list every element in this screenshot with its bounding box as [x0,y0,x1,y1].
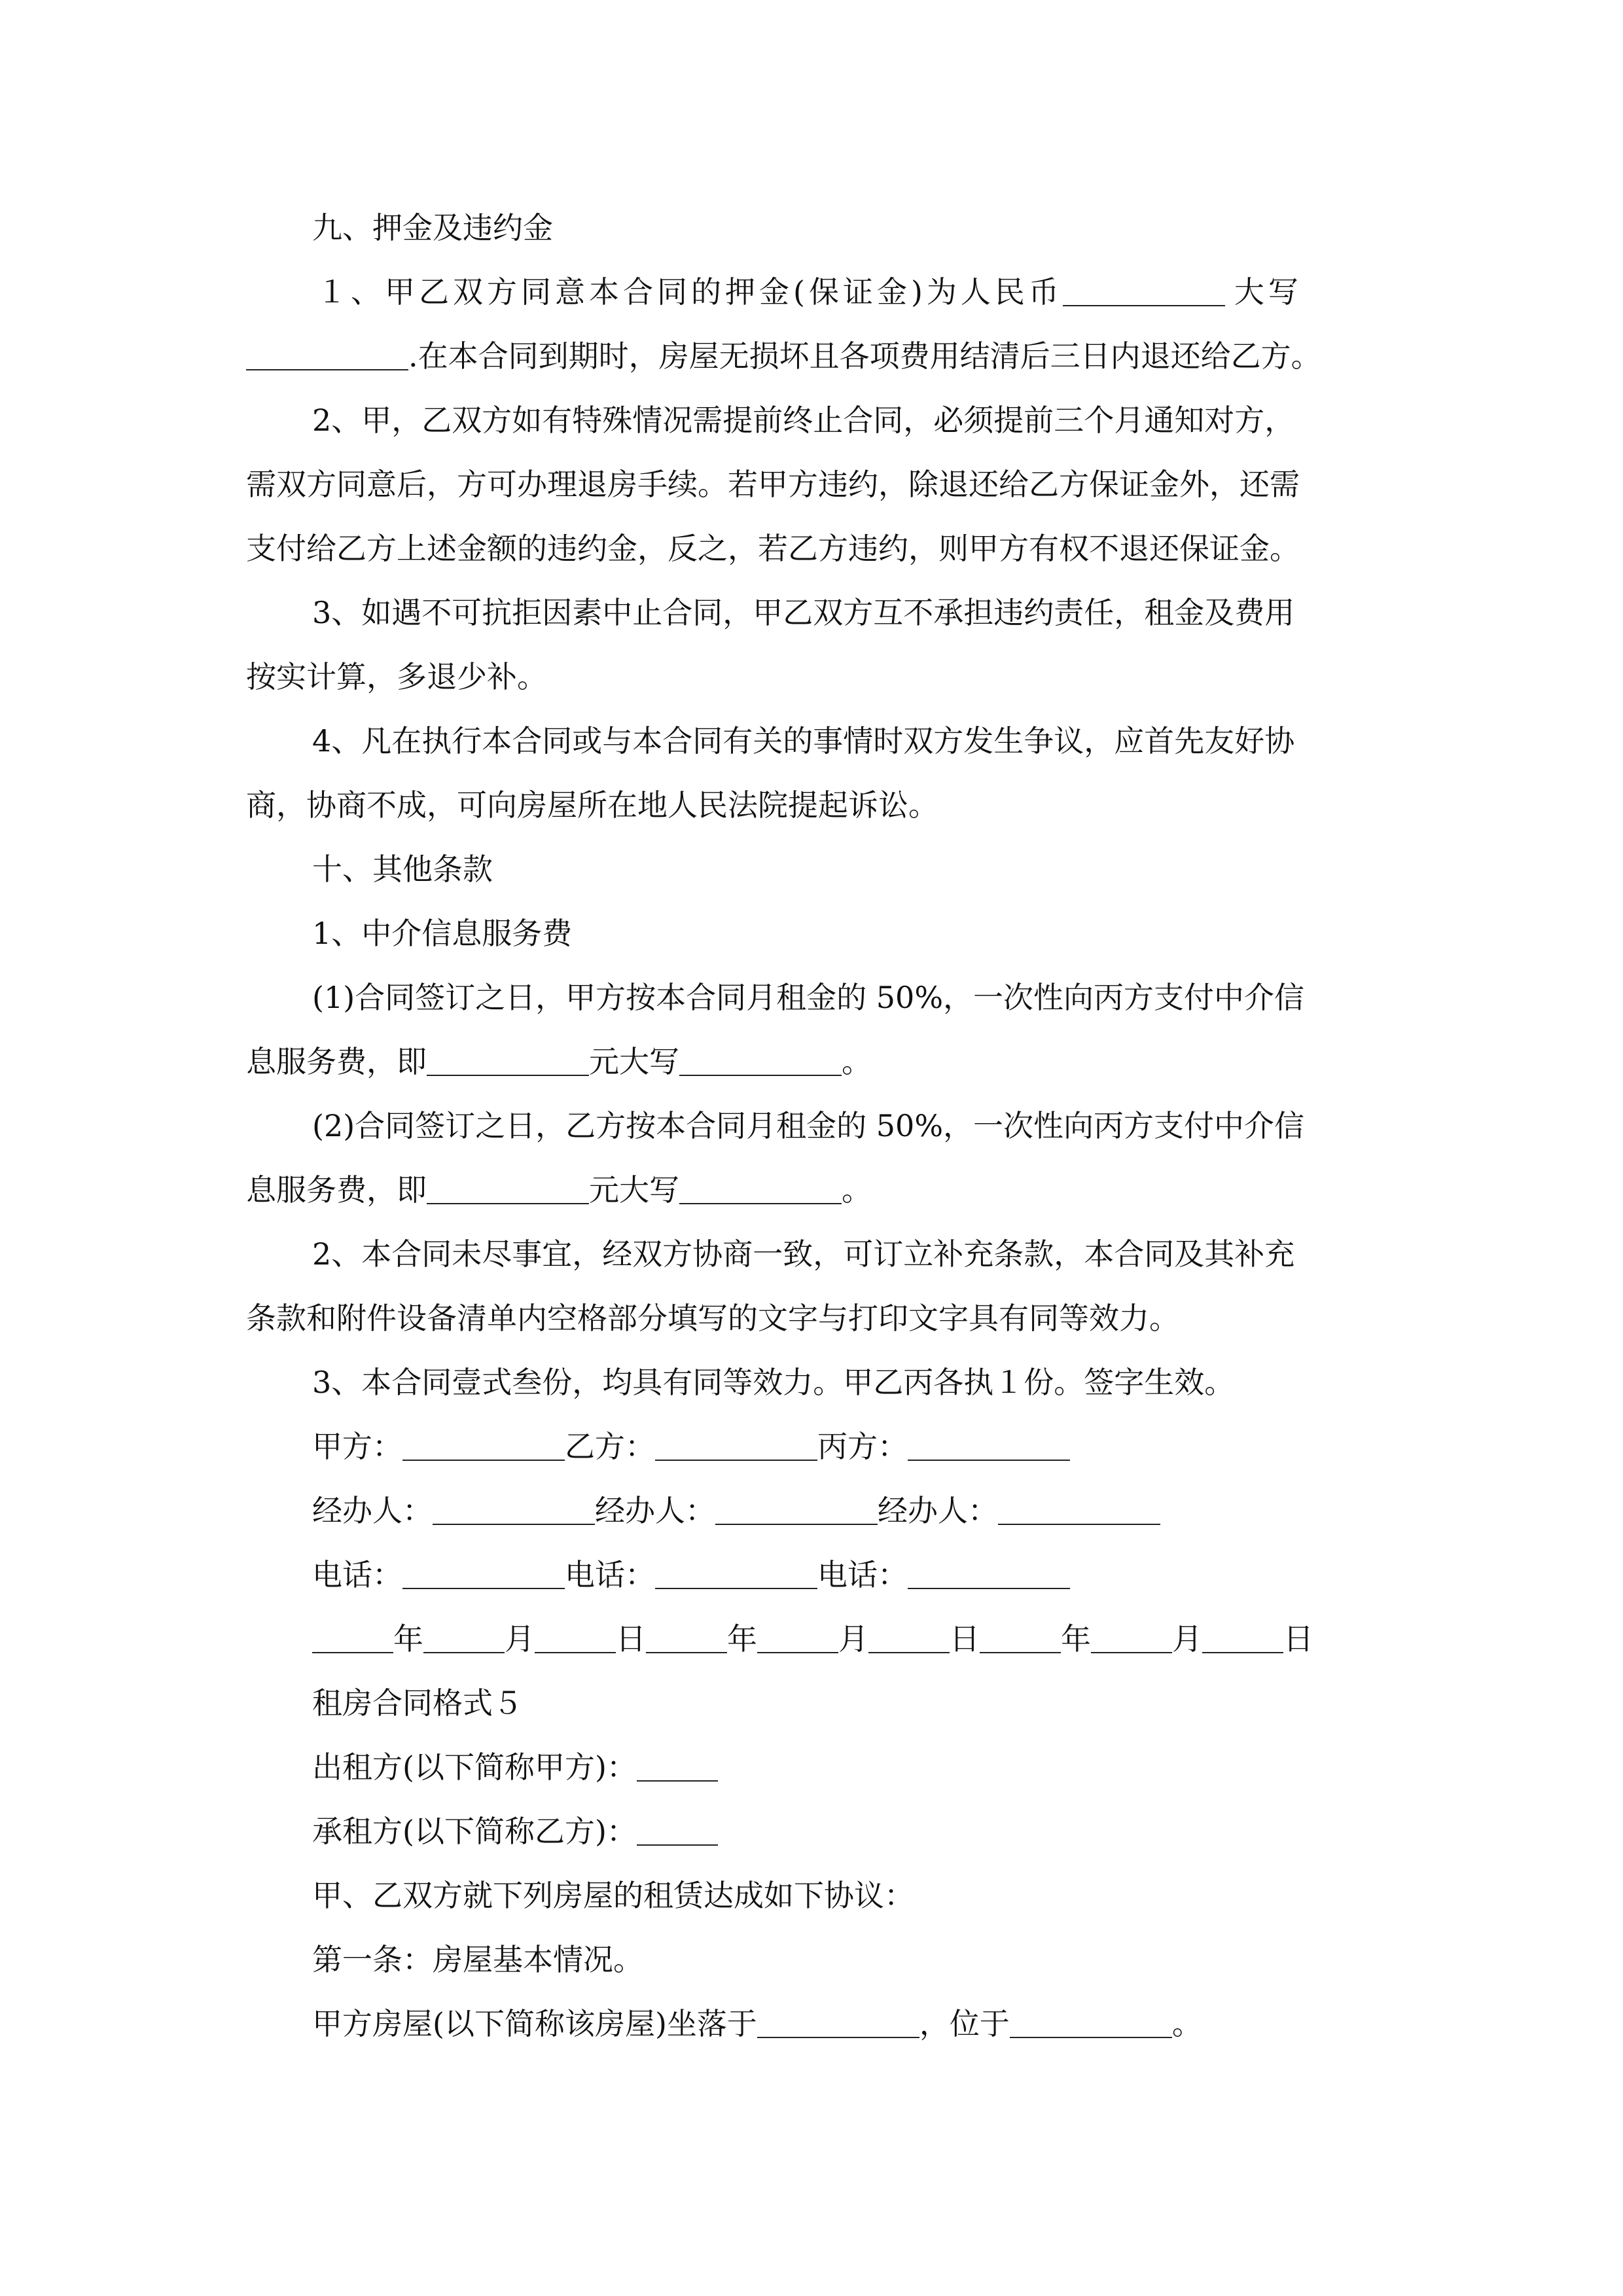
lessee-label: 承租方(以下简称乙方)： [312,1814,637,1849]
fee-a-text-a: 息服务费，即 [246,1044,427,1079]
signature-agents-row [312,1491,1160,1530]
party-b-label: 乙方： [565,1429,655,1464]
party-b-blank[interactable] [655,1431,817,1461]
party-a-label: 甲方： [312,1429,402,1464]
clause-9-1-text-b: 大写 [1234,274,1302,310]
section-9-heading: 九、押金及违约金 [312,210,553,245]
lessor-blank[interactable] [637,1751,718,1782]
clause-9-1-text-a: １、甲乙双方同意本合同的押金(保证金)为人民币 [317,274,1063,310]
fee-b-text-c: 。 [842,1172,872,1208]
clause-9-2-line-1: 2、甲，乙双方如有特殊情况需提前终止合同，必须提前三个月通知对方， [312,403,1295,438]
date-c-year-label: 年 [1061,1621,1091,1657]
date-c-year-blank[interactable] [980,1623,1061,1653]
fee-b-uppercase-blank[interactable] [679,1174,842,1204]
phone-c-blank[interactable] [908,1559,1070,1589]
location-position-blank[interactable] [1010,2008,1172,2038]
deposit-uppercase-blank[interactable] [246,340,408,370]
date-a-year-label: 年 [393,1621,423,1657]
clause-10-1-2-line-2 [246,1170,872,1210]
format-5-title: 租房合同格式５ [312,1685,523,1721]
lessor-row [312,1748,718,1787]
phone-c-label: 电话： [817,1557,908,1592]
party-a-blank[interactable] [402,1431,565,1461]
clause-10-1-1-line-2 [246,1042,872,1081]
agent-c-label: 经办人： [878,1493,998,1528]
party-c-label: 丙方： [817,1429,908,1464]
clause-10-1-heading: 1、中介信息服务费 [312,916,573,951]
agent-a-label: 经办人： [312,1493,433,1528]
date-b-day-blank[interactable] [868,1623,950,1653]
date-c-day-label: 日 [1283,1621,1313,1657]
fee-a-uppercase-blank[interactable] [679,1046,842,1076]
signature-parties-row [312,1427,1070,1466]
agent-b-label: 经办人： [595,1493,715,1528]
fee-b-text-b: 元大写 [589,1172,679,1208]
clause-10-2-line-1: 2、本合同未尽事宜，经双方协商一致，可订立补充条款，本合同及其补充 [312,1236,1295,1272]
lessee-blank[interactable] [637,1816,718,1846]
fee-a-text-b: 元大写 [589,1044,679,1079]
clause-10-2-line-2: 条款和附件设备清单内空格部分填写的文字与打印文字具有同等效力。 [246,1300,1179,1336]
clause-9-4-line-1: 4、凡在执行本合同或与本合同有关的事情时双方发生争议，应首先友好协 [312,723,1295,759]
phone-a-label: 电话： [312,1557,402,1592]
date-b-year-blank[interactable] [646,1623,727,1653]
date-b-month-blank[interactable] [757,1623,838,1653]
clause-9-1-line-2 [246,336,1321,376]
agent-a-blank[interactable] [433,1495,595,1525]
fee-b-amount-blank[interactable] [427,1174,589,1204]
phone-b-blank[interactable] [655,1559,817,1589]
date-b-day-label: 日 [950,1621,980,1657]
section-10-heading: 十、其他条款 [312,852,493,887]
date-c-day-blank[interactable] [1202,1623,1283,1653]
clause-9-1-line-1 [317,272,1302,312]
clause-10-3: 3、本合同壹式叁份，均具有同等效力。甲乙丙各执１份。签字生效。 [312,1365,1235,1400]
party-c-blank[interactable] [908,1431,1070,1461]
fee-b-text-a: 息服务费，即 [246,1172,427,1208]
phone-b-label: 电话： [565,1557,655,1592]
signature-phones-row [312,1555,1070,1594]
fee-a-text-c: 。 [842,1044,872,1079]
lessee-row [312,1812,718,1851]
date-a-day-blank[interactable] [535,1623,616,1653]
location-address-blank[interactable] [757,2008,919,2038]
date-c-month-label: 月 [1172,1621,1202,1657]
article-1-heading: 第一条：房屋基本情况。 [312,1942,643,1977]
date-c-month-blank[interactable] [1091,1623,1172,1653]
clause-10-1-2-line-1: (2)合同签订之日，乙方按本合同月租金的 50%，一次性向丙方支付中介信 [312,1108,1305,1143]
agent-c-blank[interactable] [998,1495,1160,1525]
deposit-amount-blank[interactable] [1063,276,1225,306]
date-a-month-blank[interactable] [423,1623,505,1653]
agreement-intro: 甲、乙双方就下列房屋的租赁达成如下协议： [312,1878,914,1913]
agent-b-blank[interactable] [715,1495,878,1525]
date-b-month-label: 月 [838,1621,868,1657]
clause-9-1-text-c: .在本合同到期时，房屋无损坏且各项费用结清后三日内退还给乙方。 [408,338,1321,374]
clause-9-3-line-2: 按实计算，多退少补。 [246,659,547,694]
date-b-year-label: 年 [727,1621,757,1657]
location-text-a: 甲方房屋(以下简称该房屋)坐落于 [312,2006,757,2041]
property-location-row [312,2004,1202,2043]
date-a-year-blank[interactable] [312,1623,393,1653]
clause-10-1-1-line-1: (1)合同签订之日，甲方按本合同月租金的 50%，一次性向丙方支付中介信 [312,980,1305,1015]
clause-9-2-line-2: 需双方同意后，方可办理退房手续。若甲方违约，除退还给乙方保证金外，还需 [246,467,1300,502]
fee-a-amount-blank[interactable] [427,1046,589,1076]
location-text-b: ，位于 [919,2006,1010,2041]
clause-9-2-line-3: 支付给乙方上述金额的违约金，反之，若乙方违约，则甲方有权不退还保证金。 [246,531,1300,566]
clause-9-4-line-2: 商，协商不成，可向房屋所在地人民法院提起诉讼。 [246,787,938,823]
phone-a-blank[interactable] [402,1559,565,1589]
location-text-c: 。 [1171,2006,1202,2041]
clause-9-3-line-1: 3、如遇不可抗拒因素中止合同，甲乙双方互不承担违约责任，租金及费用 [312,595,1295,630]
date-a-day-label: 日 [616,1621,646,1657]
signature-dates-row [312,1619,1313,1659]
lessor-label: 出租方(以下简称甲方)： [312,1749,637,1785]
date-a-month-label: 月 [505,1621,535,1657]
